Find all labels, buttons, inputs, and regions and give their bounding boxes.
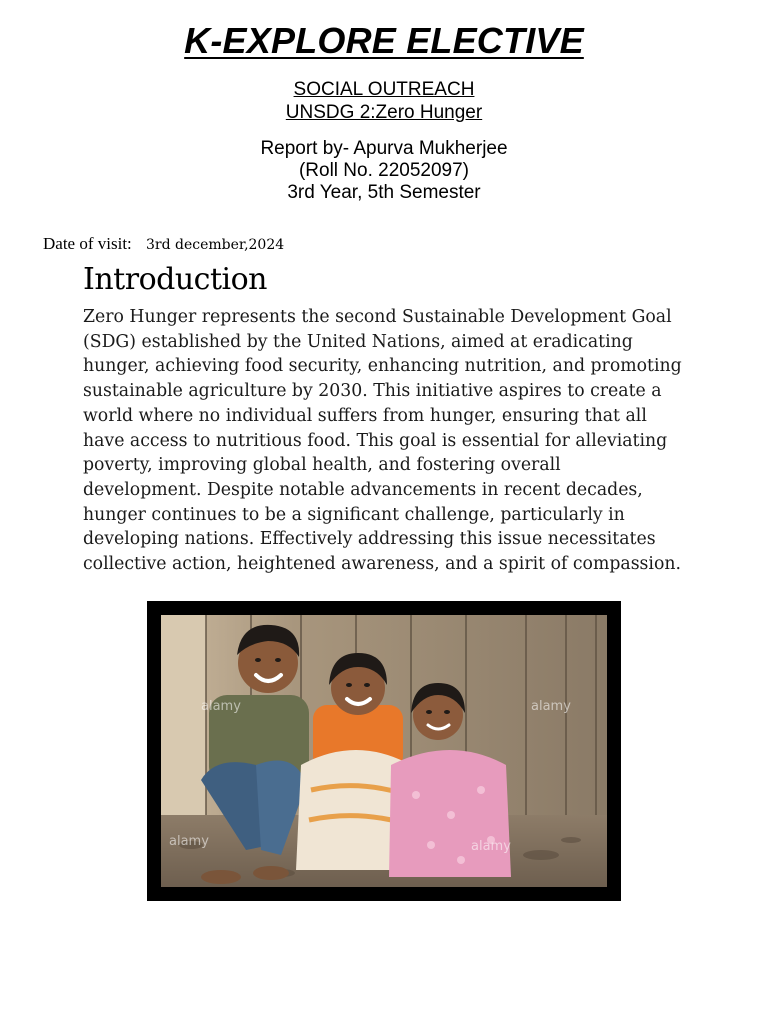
introduction-paragraph: Zero Hunger represents the second Sustainable Development Goal (SDG) established by the United Nations, aimed at eradicating hunger, achieving food security, enhancing nutrition, and promoting sustainable agriculture by 2030. This initiative aspires to create a world where no individual suffers from hunger, ensuring that all have access to nutritious food. This goal is essential for alleviating poverty, improving global health, and fostering overall development. Despite notable advancements in recent decades, hunger continues to be a significant challenge, particularly in developing nations. Effectively addressing this issue necessitates collective action, heightened awareness, and a spirit of compassion.: [83, 307, 682, 575]
document-title: K-EXPLORE ELECTIVE: [184, 20, 584, 61]
roll-number: (Roll No. 22052097): [298, 160, 470, 181]
children-photo: [147, 601, 621, 901]
watermark-2: alamy: [531, 699, 571, 714]
date-of-visit-value: 3rd december,2024: [146, 237, 285, 253]
watermark-1: alamy: [201, 699, 241, 714]
subtitle-unsdg: UNSDG 2:Zero Hunger: [285, 102, 483, 123]
author-block: [0, 138, 768, 204]
report-by: Report by- Apurva Mukherjee: [260, 138, 508, 159]
report-header: [0, 18, 768, 204]
introduction-heading: Introduction: [83, 262, 267, 297]
subtitle-social-outreach: SOCIAL OUTREACH: [293, 79, 475, 100]
date-of-visit-label: Date of visit:: [43, 234, 132, 253]
watermark-4: alamy: [169, 834, 209, 849]
children-photo-illustration: [161, 615, 607, 887]
year-semester: 3rd Year, 5th Semester: [287, 182, 481, 203]
watermark-3: alamy: [471, 839, 511, 854]
date-of-visit: [43, 234, 284, 254]
